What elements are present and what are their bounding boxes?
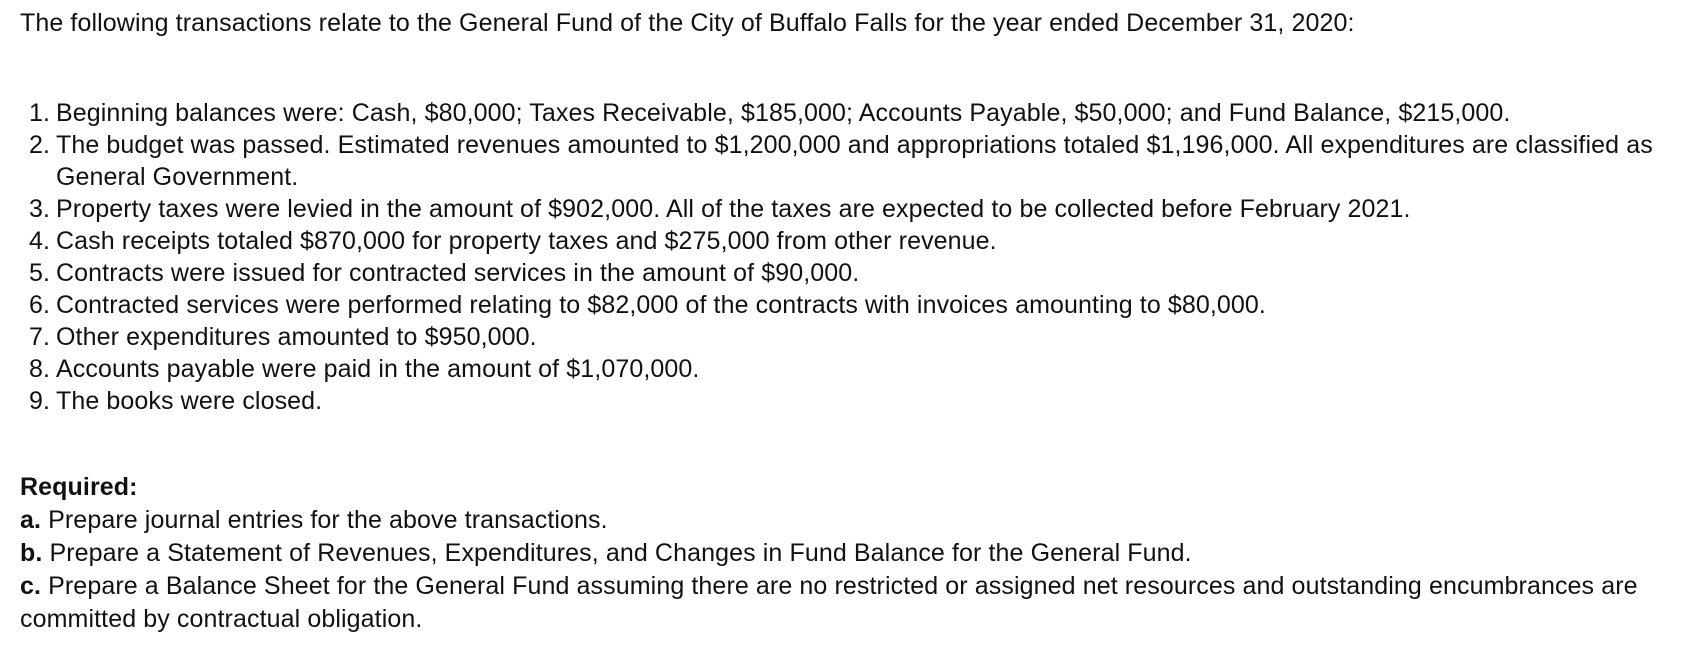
required-item-a bbox=[20, 504, 1640, 537]
transaction-item bbox=[20, 289, 1704, 321]
transaction-text: Accounts payable were paid in the amount of $1,070,000. bbox=[56, 355, 700, 383]
required-item-b bbox=[20, 537, 1640, 570]
transaction-number: 6. bbox=[28, 291, 50, 319]
transaction-number: 5. bbox=[28, 259, 50, 287]
transaction-text: Property taxes were levied in the amount of $902,000. All of the taxes are expected to be collected before February 2021. bbox=[56, 195, 1411, 223]
transaction-item bbox=[20, 353, 1704, 385]
transaction-text: Contracted services were performed relating to $82,000 of the contracts with invoices amounting to $80,000. bbox=[56, 291, 1266, 319]
intro-paragraph: The following transactions relate to the General Fund of the City of Buffalo Falls for the year ended December 31, 2020: bbox=[20, 9, 1355, 37]
transaction-number: 8. bbox=[28, 355, 50, 383]
transaction-item bbox=[20, 129, 1704, 193]
transaction-number: 2. bbox=[28, 131, 50, 159]
transaction-text: Contracts were issued for contracted services in the amount of $90,000. bbox=[56, 259, 860, 287]
required-item-letter: c. bbox=[20, 572, 42, 600]
required-item-letter: a. bbox=[20, 506, 42, 534]
transaction-text: The books were closed. bbox=[56, 387, 323, 415]
transaction-number: 3. bbox=[28, 195, 50, 223]
transaction-number: 7. bbox=[28, 323, 50, 351]
transaction-item bbox=[20, 321, 1704, 353]
transaction-number: 4. bbox=[28, 227, 50, 255]
transaction-item bbox=[20, 257, 1704, 289]
required-item-text: Prepare a Statement of Revenues, Expenditures, and Changes in Fund Balance for the General Fund. bbox=[49, 539, 1192, 567]
required-item-text: Prepare journal entries for the above transactions. bbox=[48, 506, 608, 534]
required-item-letter: b. bbox=[20, 539, 43, 567]
required-item-text: Prepare a Balance Sheet for the General Fund assuming there are no restricted or assigned net resources and outstanding encumbrances are committed by contractual obligation. bbox=[20, 572, 1638, 633]
transaction-text: The budget was passed. Estimated revenues amounted to $1,200,000 and appropriations totaled $1,196,000. All expenditures are classified as General Government. bbox=[56, 131, 1653, 191]
required-section bbox=[20, 471, 1704, 636]
transaction-item bbox=[20, 385, 1704, 417]
transaction-list bbox=[20, 97, 1704, 417]
required-heading: Required: bbox=[20, 473, 138, 501]
transaction-number: 9. bbox=[28, 387, 50, 415]
transaction-number: 1. bbox=[28, 99, 50, 127]
transaction-item bbox=[20, 193, 1704, 225]
transaction-text: Other expenditures amounted to $950,000. bbox=[56, 323, 537, 351]
transaction-text: Cash receipts totaled $870,000 for property taxes and $275,000 from other revenue. bbox=[56, 227, 997, 255]
transaction-item bbox=[20, 97, 1704, 129]
required-item-c bbox=[20, 570, 1640, 636]
transaction-text: Beginning balances were: Cash, $80,000; Taxes Receivable, $185,000; Accounts Payable, $50,000; and Fund Balance, $215,000. bbox=[56, 99, 1511, 127]
transaction-item bbox=[20, 225, 1704, 257]
